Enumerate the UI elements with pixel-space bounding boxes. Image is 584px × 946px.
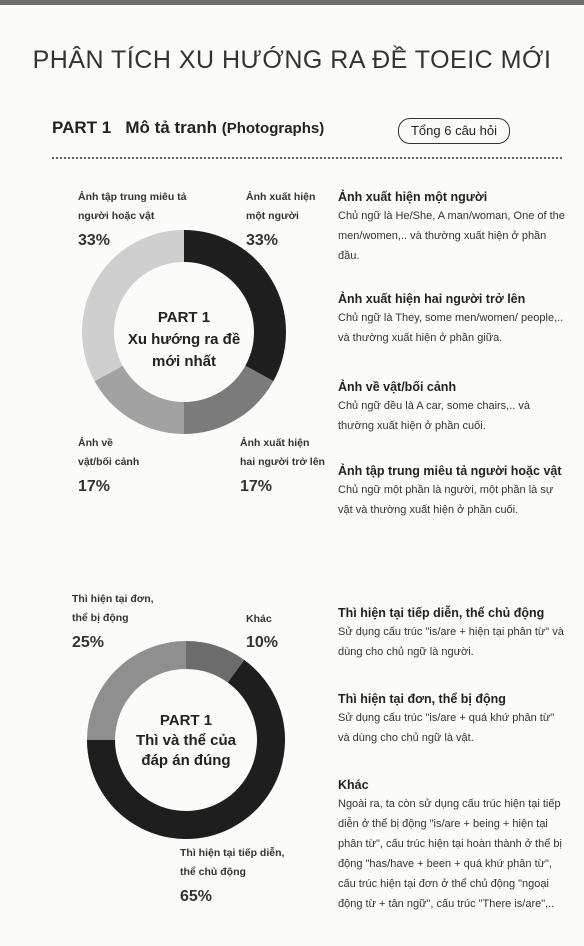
description-block [338, 190, 566, 266]
label-line: thể bị động [72, 612, 129, 624]
label-line: thể chủ động [180, 866, 246, 878]
chart1-label [78, 434, 139, 472]
chart1-percent: 17% [240, 478, 273, 495]
chart1-label [240, 434, 325, 472]
chart1-percent: 17% [78, 478, 111, 495]
dotted-divider [52, 157, 562, 159]
description-block [338, 380, 566, 436]
description-heading: Ảnh xuất hiện hai người trở lên [338, 292, 526, 306]
description-block [338, 292, 566, 348]
label-line: Ảnh tập trung miêu tả [78, 191, 187, 203]
description-text: Chủ ngữ là They, some men/women/ people,.. và thường xuất hiện ở phần giữa. [338, 312, 564, 344]
label-line: người hoặc vật [78, 210, 155, 222]
description-text: Chủ ngữ một phần là người, một phần là sự vật và thường xuất hiện ở phần cuối. [338, 484, 554, 516]
chart2-center-label [106, 711, 266, 771]
label-line: Thì hiện tại tiếp diễn, [180, 847, 285, 859]
chart1-center-line: PART 1 [157, 309, 211, 326]
description-heading: Ảnh xuất hiện một người [338, 190, 488, 204]
donut-slice [109, 373, 184, 418]
description-heading: Thì hiện tại tiếp diễn, thể chủ động [338, 606, 545, 620]
chart1-center-label [104, 307, 264, 373]
donut-slice [186, 655, 236, 671]
chart2-label [72, 590, 154, 628]
description-heading: Ảnh tập trung miêu tả người hoặc vật [338, 464, 562, 478]
chart1-label [78, 188, 187, 226]
chart1-percent: 33% [246, 232, 279, 249]
label-line: Thì hiện tại đơn, [72, 593, 154, 605]
label-line: hai người trở lên [240, 456, 325, 468]
label-line: Ảnh xuất hiện [246, 191, 316, 203]
chart1-center-line: Xu hướng ra đề [127, 331, 241, 348]
part-header [52, 118, 324, 138]
description-block [338, 606, 566, 662]
chart2-percent: 65% [180, 888, 213, 905]
description-block [338, 778, 566, 914]
description-block [338, 464, 566, 520]
description-text: Ngoài ra, ta còn sử dụng cấu trúc hiện tại tiếp diễn ở thể bị động "is/are + being + hiện tại phân từ", cấu trúc hiện tại hoàn thành ở thể bị động "has/have + been + quá khứ phân từ", cấu trúc hiện tại đơn ở thể chủ động "ngoại động từ + tân ngữ", cấu trúc "There is/are",.. [338, 798, 562, 910]
part-title: Mô tả tranh [125, 118, 217, 137]
description-heading: Khác [338, 778, 369, 792]
question-count-badge: Tổng 6 câu hỏi [398, 118, 510, 144]
chart2-center-line: PART 1 [159, 712, 213, 729]
page-title: PHÂN TÍCH XU HƯỚNG RA ĐỀ TOEIC MỚI [32, 46, 552, 74]
chart2-center-line: đáp án đúng [141, 752, 231, 769]
description-block [338, 692, 566, 748]
chart1-label [246, 188, 315, 226]
label-line: Ảnh về [78, 437, 114, 449]
donut-slice [184, 373, 259, 418]
label-line: Ảnh xuất hiện [240, 437, 310, 449]
description-text: Sử dụng cấu trúc "is/are + hiện tại phân từ" và dùng cho chủ ngữ là người. [338, 626, 564, 658]
chart2-center-line: Thì và thể của [135, 732, 237, 749]
chart2-percent: 10% [246, 634, 279, 651]
label-line: Khác [246, 613, 272, 625]
description-text: Chủ ngữ đều là A car, some chairs,.. và thường xuất hiện ở phần cuối. [338, 400, 531, 432]
description-text: Chủ ngữ là He/She, A man/woman, One of the men/women,.. và thường xuất hiện ở phần đầu. [338, 210, 565, 262]
chart1-percent: 33% [78, 232, 111, 249]
label-line: một người [246, 210, 299, 222]
chart2-label [180, 844, 284, 882]
description-text: Sử dụng cấu trúc "is/are + quá khứ phân từ" và dùng cho chủ ngữ là vật. [338, 712, 555, 744]
chart2-percent: 25% [72, 634, 105, 651]
chart1-center-line: mới nhất [152, 353, 216, 370]
chart2-label [246, 610, 272, 629]
top-border [0, 0, 584, 5]
label-line: vật/bối cảnh [78, 456, 140, 468]
part-subtitle: (Photographs) [221, 120, 325, 137]
description-heading: Thì hiện tại đơn, thể bị động [338, 692, 506, 706]
part-number: PART 1 [52, 118, 112, 137]
description-heading: Ảnh về vật/bối cảnh [338, 380, 457, 394]
